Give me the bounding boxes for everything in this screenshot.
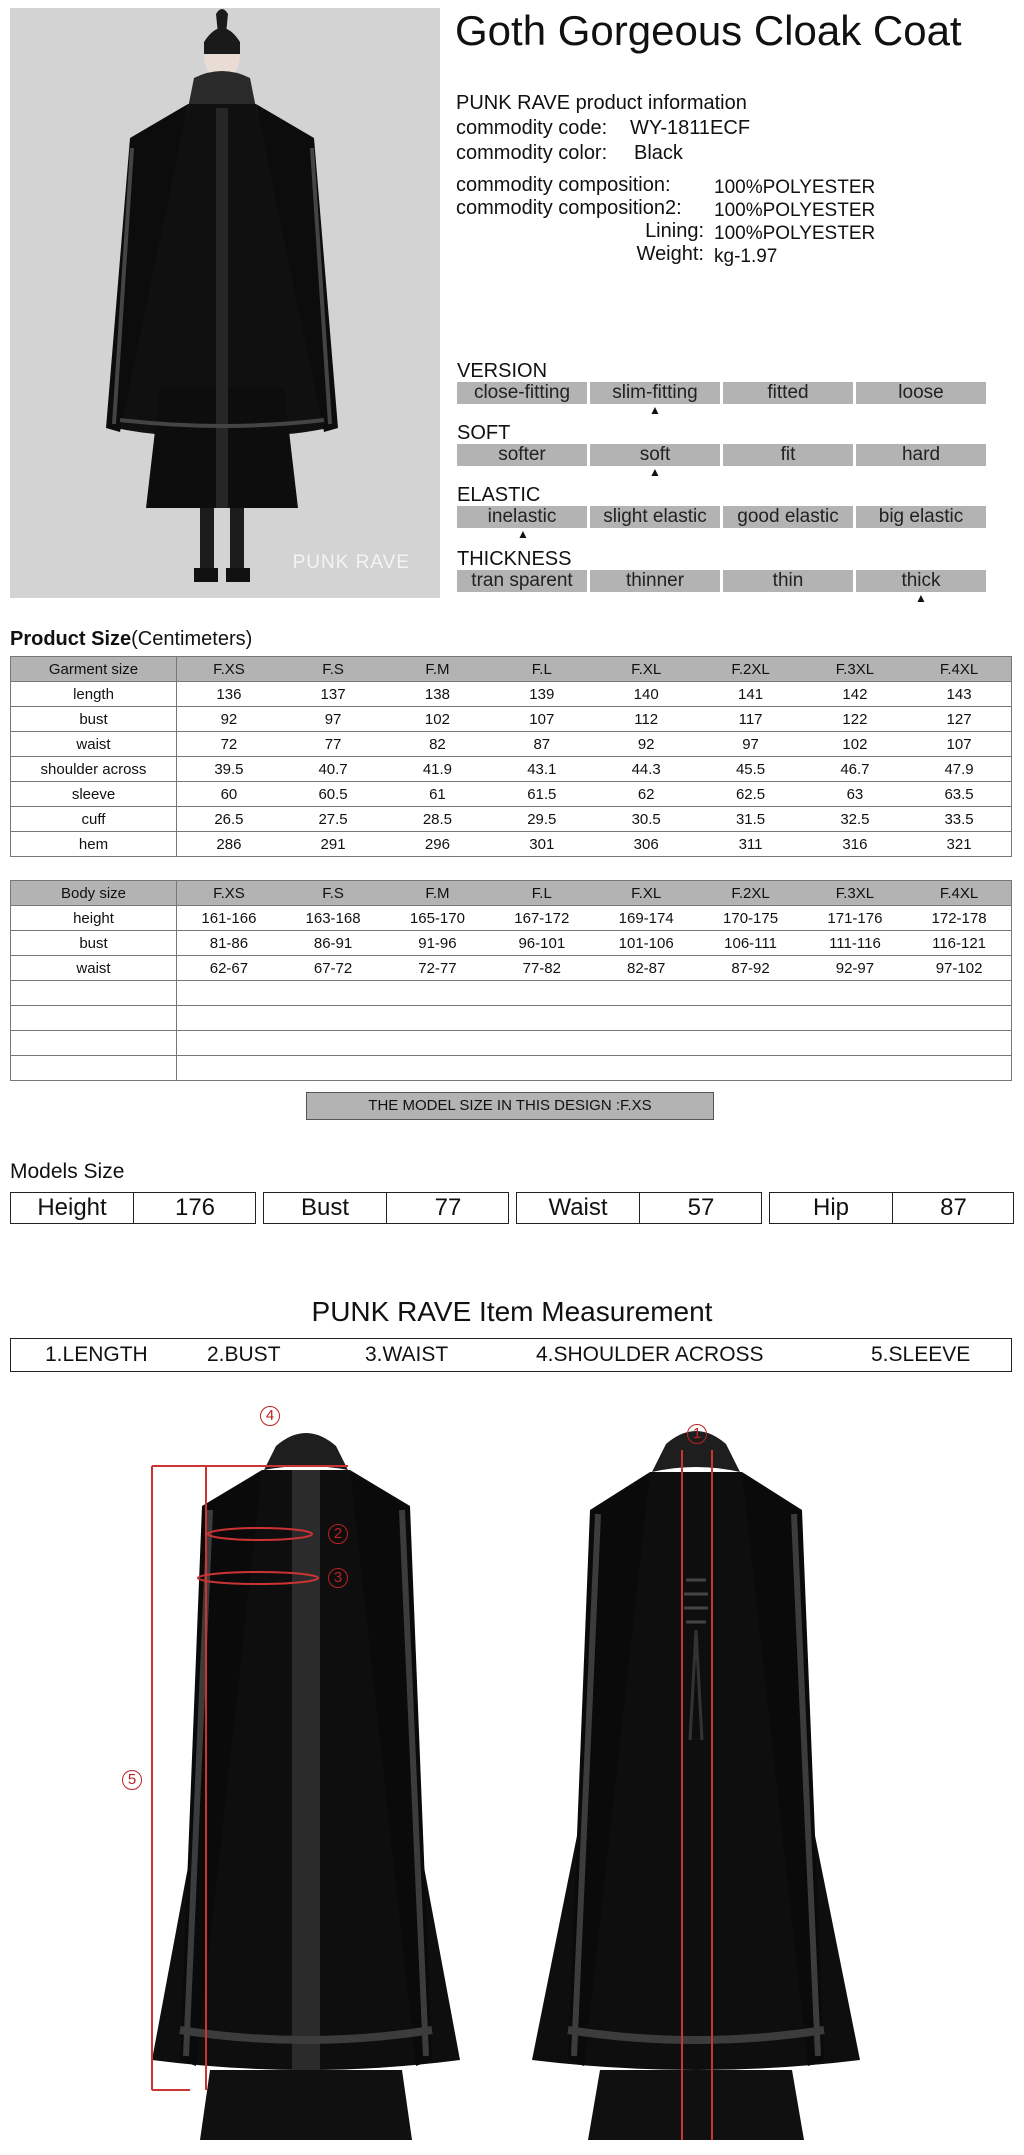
info-code-label: commodity code: bbox=[456, 117, 608, 139]
table-cell: 63 bbox=[803, 782, 907, 807]
table-cell: 28.5 bbox=[385, 807, 489, 832]
table-row bbox=[11, 807, 1012, 832]
header-cell: F.3XL bbox=[803, 657, 907, 682]
table-row bbox=[11, 732, 1012, 757]
table-cell: 165-170 bbox=[385, 906, 489, 931]
table-cell: 87-92 bbox=[698, 956, 802, 981]
info-composition2-value: 100%POLYESTER bbox=[714, 200, 876, 221]
table-cell: 81-86 bbox=[177, 931, 281, 956]
info-code-value: WY-1811ECF bbox=[630, 117, 751, 139]
info-composition-value: 100%POLYESTER bbox=[714, 177, 876, 198]
elastic-selected-marker: ▲ bbox=[517, 527, 529, 541]
table-cell: 60.5 bbox=[281, 782, 385, 807]
table-cell: 32.5 bbox=[803, 807, 907, 832]
table-cell: 62.5 bbox=[698, 782, 802, 807]
version-option: slim-fitting bbox=[590, 382, 720, 404]
version-option: loose bbox=[856, 382, 986, 404]
version-option: fitted bbox=[723, 382, 853, 404]
model-hip-value: 87 bbox=[892, 1193, 1014, 1223]
table-cell: 72-77 bbox=[385, 956, 489, 981]
marker-waist: 3 bbox=[328, 1568, 348, 1588]
table-row bbox=[11, 956, 1012, 981]
header-cell: F.XS bbox=[177, 881, 281, 906]
garment-size-table bbox=[10, 656, 1012, 857]
product-info bbox=[456, 92, 996, 267]
table-cell: 137 bbox=[281, 682, 385, 707]
soft-option: fit bbox=[723, 444, 853, 466]
header-cell: F.XL bbox=[594, 881, 698, 906]
info-color-value: Black bbox=[634, 142, 683, 164]
soft-option: hard bbox=[856, 444, 986, 466]
table-row bbox=[11, 782, 1012, 807]
marker-length: 1 bbox=[687, 1424, 707, 1444]
table-cell: 301 bbox=[490, 832, 594, 857]
table-cell: 40.7 bbox=[281, 757, 385, 782]
table-cell: 91-96 bbox=[385, 931, 489, 956]
row-label: bust bbox=[11, 707, 177, 732]
info-composition-label: commodity composition: bbox=[456, 174, 671, 196]
info-lining-label: Lining: bbox=[645, 220, 704, 242]
table-cell: 27.5 bbox=[281, 807, 385, 832]
row-label bbox=[11, 1056, 177, 1081]
table-cell: 142 bbox=[803, 682, 907, 707]
table-cell: 44.3 bbox=[594, 757, 698, 782]
table-cell: 167-172 bbox=[490, 906, 594, 931]
header-cell: F.2XL bbox=[698, 657, 802, 682]
table-cell: 92-97 bbox=[803, 956, 907, 981]
table-cell: 47.9 bbox=[907, 757, 1011, 782]
model-waist-value: 57 bbox=[639, 1193, 762, 1223]
table-cell: 77-82 bbox=[490, 956, 594, 981]
info-heading: PUNK RAVE product information bbox=[456, 92, 747, 114]
table-cell: 169-174 bbox=[594, 906, 698, 931]
header-cell: F.S bbox=[281, 657, 385, 682]
measurement-item: 4.SHOULDER ACROSS bbox=[536, 1343, 764, 1366]
measurement-item: 1.LENGTH bbox=[45, 1343, 148, 1366]
table-cell: 26.5 bbox=[177, 807, 281, 832]
row-label: waist bbox=[11, 956, 177, 981]
table-row-empty bbox=[11, 1006, 1012, 1031]
info-weight-label: Weight: bbox=[636, 243, 704, 265]
header-cell: F.4XL bbox=[907, 657, 1011, 682]
table-cell: 161-166 bbox=[177, 906, 281, 931]
thickness-title: THICKNESS bbox=[457, 548, 572, 570]
table-cell: 30.5 bbox=[594, 807, 698, 832]
table-cell: 62 bbox=[594, 782, 698, 807]
table-cell: 60 bbox=[177, 782, 281, 807]
table-cell: 82-87 bbox=[594, 956, 698, 981]
table-cell: 29.5 bbox=[490, 807, 594, 832]
table-row-empty bbox=[11, 1056, 1012, 1081]
table-cell bbox=[177, 981, 1012, 1006]
table-cell: 106-111 bbox=[698, 931, 802, 956]
row-label: cuff bbox=[11, 807, 177, 832]
header-cell: F.2XL bbox=[698, 881, 802, 906]
version-option: close-fitting bbox=[457, 382, 587, 404]
table-header-row bbox=[11, 657, 1012, 682]
info-lining-value: 100%POLYESTER bbox=[714, 223, 876, 244]
table-cell: 63.5 bbox=[907, 782, 1011, 807]
table-cell: 77 bbox=[281, 732, 385, 757]
header-cell: F.3XL bbox=[803, 881, 907, 906]
header-cell: F.XL bbox=[594, 657, 698, 682]
row-label: bust bbox=[11, 931, 177, 956]
table-cell: 291 bbox=[281, 832, 385, 857]
header-cell: Body size bbox=[11, 881, 177, 906]
table-cell: 116-121 bbox=[907, 931, 1011, 956]
table-cell: 138 bbox=[385, 682, 489, 707]
header-cell: F.4XL bbox=[907, 881, 1011, 906]
info-weight-value: kg-1.97 bbox=[714, 246, 778, 267]
photo-watermark: PUNK RAVE bbox=[292, 552, 410, 573]
measurement-item: 3.WAIST bbox=[365, 1343, 449, 1366]
table-cell bbox=[177, 1006, 1012, 1031]
thickness-option: thin bbox=[723, 570, 853, 592]
table-cell: 92 bbox=[177, 707, 281, 732]
table-cell: 127 bbox=[907, 707, 1011, 732]
elastic-option: big elastic bbox=[856, 506, 986, 528]
row-label: shoulder across bbox=[11, 757, 177, 782]
model-height-value: 176 bbox=[133, 1193, 256, 1223]
table-cell: 172-178 bbox=[907, 906, 1011, 931]
table-cell: 111-116 bbox=[803, 931, 907, 956]
version-title: VERSION bbox=[457, 360, 548, 382]
product-size-unit: (Centimeters) bbox=[131, 628, 253, 650]
model-waist-box bbox=[516, 1192, 762, 1224]
row-label: height bbox=[11, 906, 177, 931]
table-cell bbox=[177, 1056, 1012, 1081]
table-cell: 321 bbox=[907, 832, 1011, 857]
cloak-front-back-illustration bbox=[150, 1410, 870, 2150]
table-row bbox=[11, 906, 1012, 931]
marker-sleeve: 5 bbox=[122, 1770, 142, 1790]
thickness-option: thick bbox=[856, 570, 986, 592]
table-cell: 86-91 bbox=[281, 931, 385, 956]
model-cloak-illustration bbox=[10, 8, 440, 598]
version-selected-marker: ▲ bbox=[649, 403, 661, 417]
table-cell: 82 bbox=[385, 732, 489, 757]
table-cell: 31.5 bbox=[698, 807, 802, 832]
table-cell: 87 bbox=[490, 732, 594, 757]
table-header-row bbox=[11, 881, 1012, 906]
model-bust-box bbox=[263, 1192, 509, 1224]
table-cell: 286 bbox=[177, 832, 281, 857]
elastic-option: good elastic bbox=[723, 506, 853, 528]
table-row bbox=[11, 707, 1012, 732]
table-cell: 102 bbox=[803, 732, 907, 757]
row-label: hem bbox=[11, 832, 177, 857]
table-cell bbox=[177, 1031, 1012, 1056]
table-cell: 67-72 bbox=[281, 956, 385, 981]
model-bust-label: Bust bbox=[300, 1194, 350, 1221]
table-cell: 97 bbox=[281, 707, 385, 732]
table-cell: 39.5 bbox=[177, 757, 281, 782]
table-cell: 107 bbox=[490, 707, 594, 732]
table-cell: 136 bbox=[177, 682, 281, 707]
table-cell: 62-67 bbox=[177, 956, 281, 981]
table-cell: 33.5 bbox=[907, 807, 1011, 832]
table-cell: 72 bbox=[177, 732, 281, 757]
table-cell: 139 bbox=[490, 682, 594, 707]
model-height-box bbox=[10, 1192, 256, 1224]
row-label: sleeve bbox=[11, 782, 177, 807]
table-cell: 41.9 bbox=[385, 757, 489, 782]
table-cell: 102 bbox=[385, 707, 489, 732]
header-cell: F.XS bbox=[177, 657, 281, 682]
table-cell: 101-106 bbox=[594, 931, 698, 956]
thickness-option: thinner bbox=[590, 570, 720, 592]
table-cell: 45.5 bbox=[698, 757, 802, 782]
table-cell: 92 bbox=[594, 732, 698, 757]
table-cell: 122 bbox=[803, 707, 907, 732]
table-cell: 143 bbox=[907, 682, 1011, 707]
models-size-title: Models Size bbox=[10, 1160, 125, 1183]
model-size-note: THE MODEL SIZE IN THIS DESIGN :F.XS bbox=[306, 1092, 714, 1120]
soft-selected-marker: ▲ bbox=[649, 465, 661, 479]
row-label bbox=[11, 1006, 177, 1031]
table-row bbox=[11, 682, 1012, 707]
elastic-option: slight elastic bbox=[590, 506, 720, 528]
model-bust-value: 77 bbox=[386, 1193, 509, 1223]
row-label bbox=[11, 1031, 177, 1056]
row-label bbox=[11, 981, 177, 1006]
body-size-table bbox=[10, 880, 1012, 1081]
table-cell: 170-175 bbox=[698, 906, 802, 931]
table-row bbox=[11, 757, 1012, 782]
table-cell: 306 bbox=[594, 832, 698, 857]
info-composition2-label: commodity composition2: bbox=[456, 197, 682, 219]
row-label: waist bbox=[11, 732, 177, 757]
table-cell: 141 bbox=[698, 682, 802, 707]
table-cell: 296 bbox=[385, 832, 489, 857]
soft-title: SOFT bbox=[457, 422, 511, 444]
model-height-label: Height bbox=[37, 1194, 107, 1221]
table-row-empty bbox=[11, 981, 1012, 1006]
table-cell: 163-168 bbox=[281, 906, 385, 931]
table-cell: 43.1 bbox=[490, 757, 594, 782]
table-cell: 46.7 bbox=[803, 757, 907, 782]
table-cell: 311 bbox=[698, 832, 802, 857]
table-row bbox=[11, 832, 1012, 857]
thickness-selected-marker: ▲ bbox=[915, 591, 927, 605]
row-label: length bbox=[11, 682, 177, 707]
product-size-title-text: Product Size bbox=[10, 628, 132, 650]
measurement-item: 5.SLEEVE bbox=[871, 1343, 971, 1366]
header-cell: F.S bbox=[281, 881, 385, 906]
table-cell: 112 bbox=[594, 707, 698, 732]
thickness-option: tran sparent bbox=[457, 570, 587, 592]
measurement-item: 2.BUST bbox=[207, 1343, 281, 1366]
table-cell: 140 bbox=[594, 682, 698, 707]
table-cell: 96-101 bbox=[490, 931, 594, 956]
soft-option: softer bbox=[457, 444, 587, 466]
product-title: Goth Gorgeous Cloak Coat bbox=[455, 7, 962, 54]
table-cell: 316 bbox=[803, 832, 907, 857]
header-cell: F.M bbox=[385, 657, 489, 682]
model-hip-label: Hip bbox=[812, 1194, 849, 1221]
elastic-option: inelastic bbox=[457, 506, 587, 528]
marker-shoulder-across: 4 bbox=[260, 1406, 280, 1426]
table-cell: 117 bbox=[698, 707, 802, 732]
marker-bust: 2 bbox=[328, 1524, 348, 1544]
measurement-title: PUNK RAVE Item Measurement bbox=[311, 1296, 713, 1327]
header-cell: F.L bbox=[490, 657, 594, 682]
table-cell: 61.5 bbox=[490, 782, 594, 807]
table-cell: 61 bbox=[385, 782, 489, 807]
elastic-title: ELASTIC bbox=[457, 484, 541, 506]
table-cell: 171-176 bbox=[803, 906, 907, 931]
model-hip-box bbox=[769, 1192, 1014, 1224]
soft-option: soft bbox=[590, 444, 720, 466]
header-cell: F.M bbox=[385, 881, 489, 906]
table-cell: 97 bbox=[698, 732, 802, 757]
measurement-diagram bbox=[127, 1407, 870, 2150]
info-color-label: commodity color: bbox=[456, 142, 608, 164]
measurement-legend bbox=[10, 1338, 1012, 1372]
table-row bbox=[11, 931, 1012, 956]
header-cell: F.L bbox=[490, 881, 594, 906]
product-photo bbox=[10, 8, 440, 598]
model-waist-label: Waist bbox=[548, 1194, 608, 1221]
product-size-title bbox=[10, 628, 252, 651]
table-cell: 97-102 bbox=[907, 956, 1011, 981]
table-cell: 107 bbox=[907, 732, 1011, 757]
header-cell: Garment size bbox=[11, 657, 177, 682]
table-row-empty bbox=[11, 1031, 1012, 1056]
